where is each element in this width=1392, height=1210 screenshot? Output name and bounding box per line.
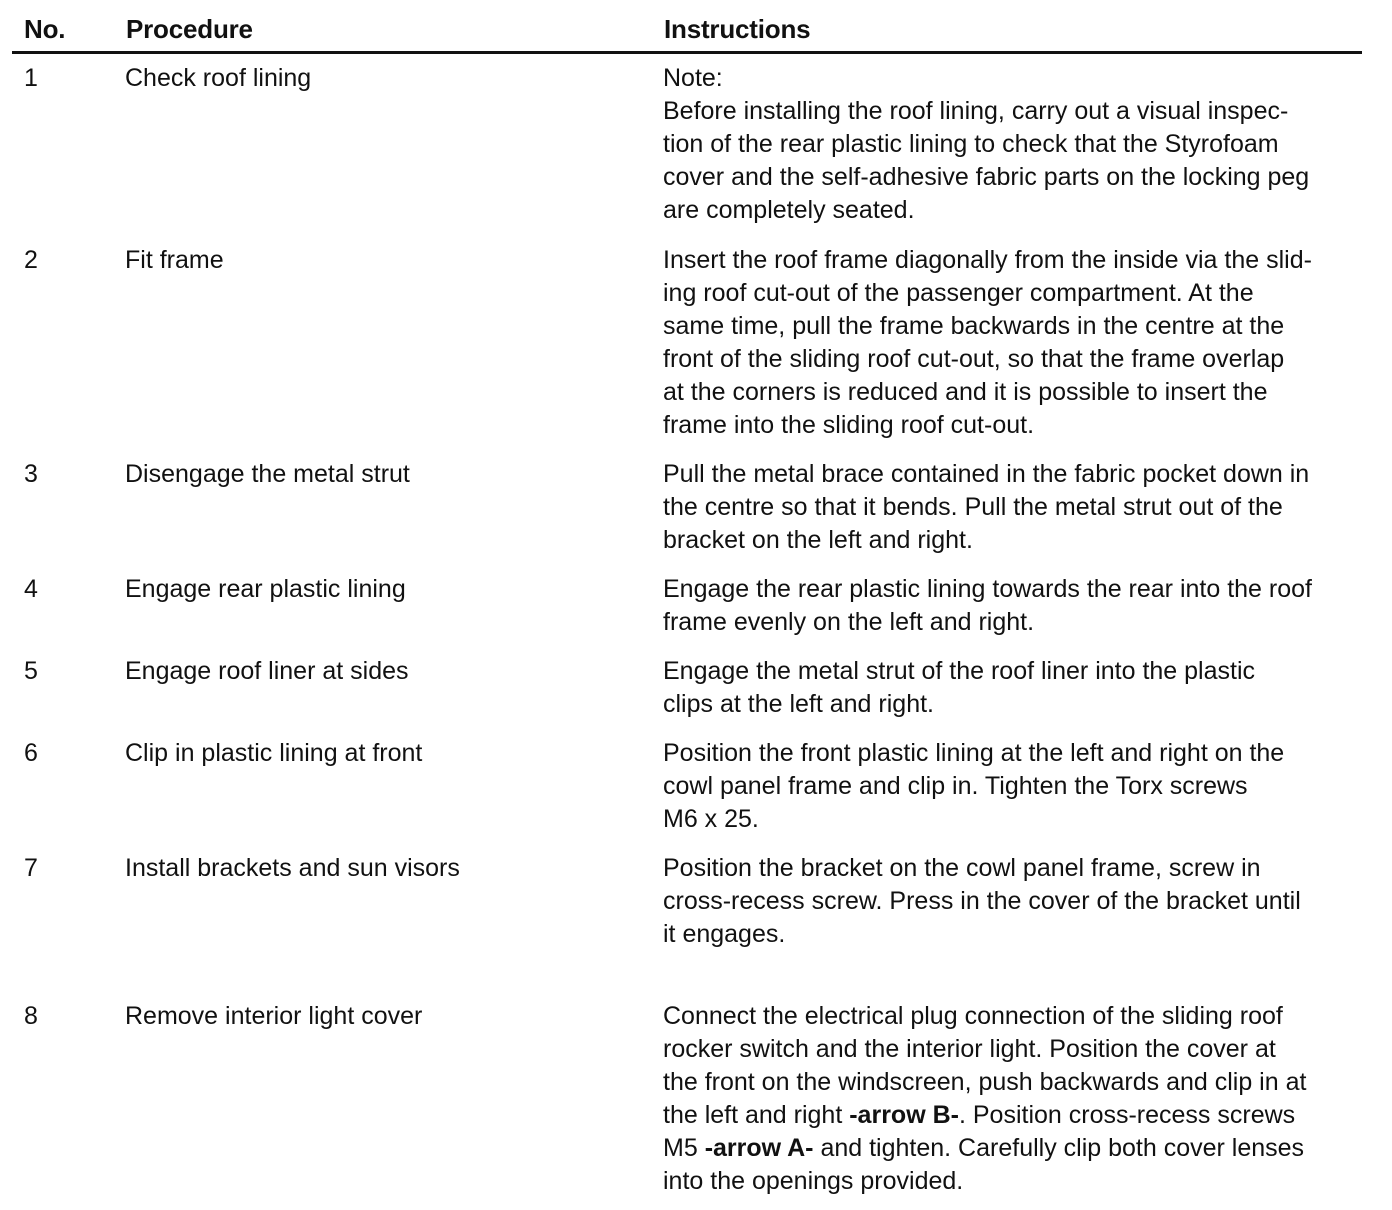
instruction-line: Pull the metal brace contained in the fabric pocket down in bbox=[663, 460, 1310, 488]
instruction-line: Insert the roof frame diagonally from the inside via the slid- bbox=[663, 246, 1312, 274]
instruction-text bbox=[663, 852, 1353, 951]
instruction-line: clips at the left and right. bbox=[663, 690, 934, 718]
procedure-text: Engage rear plastic lining bbox=[125, 575, 406, 603]
instruction-line: Before installing the roof lining, carry out a visual inspec- bbox=[663, 97, 1289, 125]
instruction-line bbox=[663, 1099, 1353, 1132]
instruction-line: are completely seated. bbox=[663, 196, 915, 224]
instruction-line: at the corners is reduced and it is possible to insert the bbox=[663, 378, 1268, 406]
column-header-no: No. bbox=[24, 14, 66, 44]
step-number: 3 bbox=[24, 460, 38, 488]
step-number: 6 bbox=[24, 739, 38, 767]
instruction-line: cowl panel frame and clip in. Tighten the Torx screws bbox=[663, 772, 1248, 800]
instruction-segment: . Position cross-recess screws bbox=[958, 1101, 1296, 1129]
instruction-segment: M5 bbox=[663, 1134, 705, 1162]
procedure-text: Engage roof liner at sides bbox=[125, 657, 409, 685]
instruction-line: Position the bracket on the cowl panel frame, screw in bbox=[663, 854, 1261, 882]
procedure-text: Check roof lining bbox=[125, 64, 312, 92]
arrow-a-reference: -arrow A- bbox=[704, 1134, 814, 1162]
instruction-line: into the openings provided. bbox=[663, 1167, 964, 1195]
instruction-line: bracket on the left and right. bbox=[663, 526, 973, 554]
instruction-text bbox=[663, 62, 1353, 227]
instruction-line: Connect the electrical plug connection of the sliding roof bbox=[663, 1002, 1283, 1030]
arrow-b-reference: -arrow B- bbox=[849, 1101, 959, 1129]
procedure-text: Disengage the metal strut bbox=[125, 460, 410, 488]
instruction-line: the front on the windscreen, push backwards and clip in at bbox=[663, 1068, 1307, 1096]
column-header-instructions: Instructions bbox=[664, 14, 811, 44]
header-rule bbox=[12, 51, 1362, 54]
instruction-line: it engages. bbox=[663, 920, 786, 948]
instruction-line bbox=[663, 1132, 1353, 1165]
step-number: 5 bbox=[24, 657, 38, 685]
instruction-line: ing roof cut-out of the passenger compartment. At the bbox=[663, 279, 1254, 307]
procedure-text: Fit frame bbox=[125, 246, 224, 274]
instruction-line: Position the front plastic lining at the left and right on the bbox=[663, 739, 1285, 767]
instruction-line: rocker switch and the interior light. Position the cover at bbox=[663, 1035, 1276, 1063]
instruction-text bbox=[663, 573, 1353, 639]
instruction-text bbox=[663, 458, 1353, 557]
instruction-segment: the left and right bbox=[663, 1101, 850, 1129]
procedure-text: Remove interior light cover bbox=[125, 1002, 423, 1030]
instruction-line: Engage the rear plastic lining towards the rear into the roof bbox=[663, 575, 1312, 603]
instruction-line: frame into the sliding roof cut-out. bbox=[663, 411, 1035, 439]
instruction-line: same time, pull the frame backwards in the centre at the bbox=[663, 312, 1285, 340]
instruction-text bbox=[663, 1000, 1353, 1198]
column-header-procedure: Procedure bbox=[126, 14, 253, 44]
instruction-line: cover and the self-adhesive fabric parts on the locking peg bbox=[663, 163, 1310, 191]
instruction-line: tion of the rear plastic lining to check that the Styrofoam bbox=[663, 130, 1279, 158]
step-number: 2 bbox=[24, 246, 38, 274]
instruction-line: Note: bbox=[663, 64, 723, 92]
step-number: 1 bbox=[24, 64, 38, 92]
procedure-text: Install brackets and sun visors bbox=[125, 854, 460, 882]
instruction-line: frame evenly on the left and right. bbox=[663, 608, 1035, 636]
instruction-text bbox=[663, 244, 1353, 442]
instruction-line: front of the sliding roof cut-out, so that the frame overlap bbox=[663, 345, 1285, 373]
instruction-line: Engage the metal strut of the roof liner into the plastic bbox=[663, 657, 1256, 685]
instruction-text bbox=[663, 737, 1353, 836]
instruction-line: cross-recess screw. Press in the cover of the bracket until bbox=[663, 887, 1301, 915]
instruction-segment: and tighten. Carefully clip both cover lenses bbox=[813, 1134, 1305, 1162]
instruction-text bbox=[663, 655, 1353, 721]
instruction-line: M6 x 25. bbox=[663, 805, 759, 833]
procedure-text: Clip in plastic lining at front bbox=[125, 739, 423, 767]
step-number: 4 bbox=[24, 575, 38, 603]
step-number: 8 bbox=[24, 1002, 38, 1030]
instruction-line: the centre so that it bends. Pull the metal strut out of the bbox=[663, 493, 1283, 521]
step-number: 7 bbox=[24, 854, 38, 882]
